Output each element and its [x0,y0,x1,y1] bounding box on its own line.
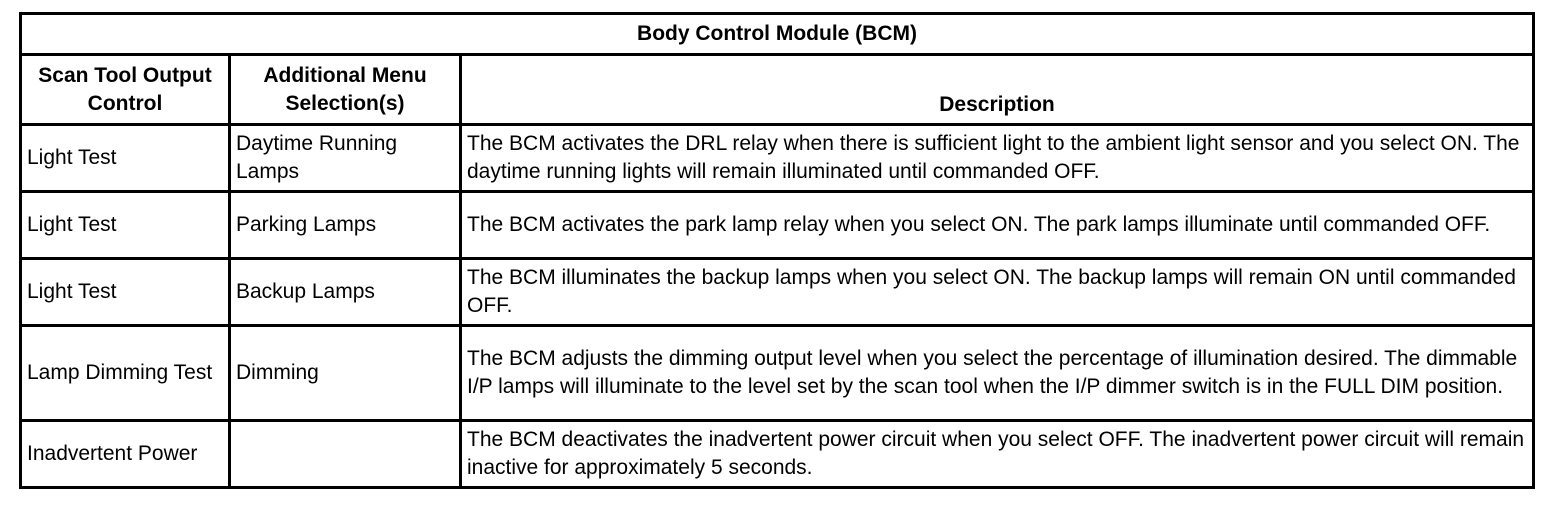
header-description: Description [461,55,1534,125]
description-cell: The BCM activates the park lamp relay when you select ON. The park lamps illuminate until commanded OFF. [461,192,1534,259]
description-cell: The BCM activates the DRL relay when there is sufficient light to the ambient light sensor and you select ON. The daytime running lights will remain illuminated until commanded OFF. [461,125,1534,192]
description-cell: The BCM deactivates the inadvertent power circuit when you select OFF. The inadvertent power circuit will remain inactive for approximately 5 seconds. [461,421,1534,488]
header-output-control: Scan Tool Output Control [21,55,230,125]
table-header-row [21,55,1534,125]
output-control-cell: Light Test [21,259,230,326]
output-control-cell: Lamp Dimming Test [21,326,230,421]
table-title: Body Control Module (BCM) [21,14,1534,55]
menu-selection-cell [230,421,461,488]
table-row [21,192,1534,259]
bcm-output-control-table [19,12,1535,489]
menu-selection-cell: Daytime Running Lamps [230,125,461,192]
description-cell: The BCM illuminates the backup lamps when you select ON. The backup lamps will remain ON until commanded OFF. [461,259,1534,326]
table-row [21,259,1534,326]
table-row [21,421,1534,488]
output-control-cell: Light Test [21,125,230,192]
table-title-row [21,14,1534,55]
menu-selection-cell: Parking Lamps [230,192,461,259]
description-cell: The BCM adjusts the dimming output level when you select the percentage of illumination desired. The dimmable I/P lamps will illuminate to the level set by the scan tool when the I/P dimmer switch is in the FULL DIM position. [461,326,1534,421]
table-row [21,326,1534,421]
table-row [21,125,1534,192]
menu-selection-cell: Dimming [230,326,461,421]
menu-selection-cell: Backup Lamps [230,259,461,326]
header-menu-selection: Additional Menu Selection(s) [230,55,461,125]
output-control-cell: Light Test [21,192,230,259]
output-control-cell: Inadvertent Power [21,421,230,488]
